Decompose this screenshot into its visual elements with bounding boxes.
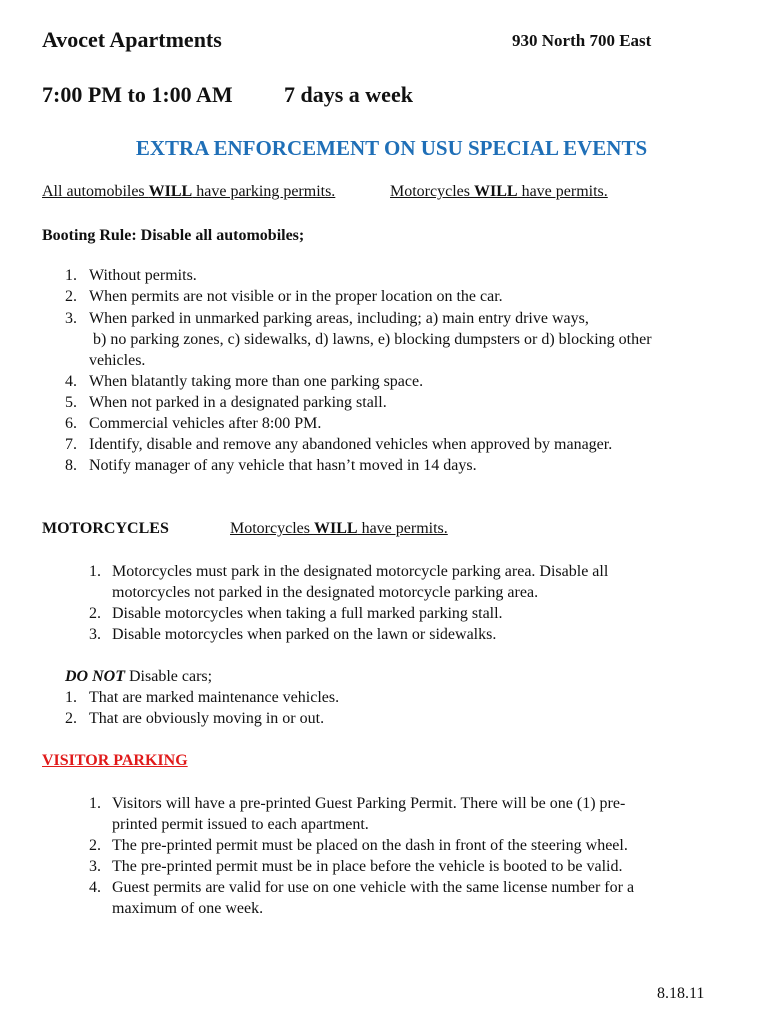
list-item: Guest permits are valid for use on one vehicle with the same license number for a <box>112 879 635 896</box>
motorcycles-permit-note <box>230 520 448 538</box>
moto-rule-will: WILL <box>473 183 518 200</box>
do-not-emphasis: DO NOT <box>65 668 125 685</box>
list-number: 1. <box>65 267 77 284</box>
auto-rule-will: WILL <box>148 183 193 200</box>
list-number: 2. <box>65 288 77 305</box>
list-number: 3. <box>65 310 77 327</box>
list-item: Notify manager of any vehicle that hasn’t moved in 14 days. <box>89 457 477 474</box>
do-not-heading <box>65 668 212 686</box>
list-number: 1. <box>89 563 101 580</box>
list-item: Disable motorcycles when parked on the lawn or sidewalks. <box>112 626 497 643</box>
list-number: 6. <box>65 415 77 432</box>
enforcement-days: 7 days a week <box>284 82 413 107</box>
list-item: Disable motorcycles when taking a full marked parking stall. <box>112 605 503 622</box>
moto-rule-post: have permits. <box>517 183 608 200</box>
list-number: 4. <box>89 879 101 896</box>
list-number: 4. <box>65 373 77 390</box>
list-item: Commercial vehicles after 8:00 PM. <box>89 415 322 432</box>
moto-note-post: have permits. <box>357 520 448 537</box>
list-number: 8. <box>65 457 77 474</box>
property-name: Avocet Apartments <box>42 27 222 52</box>
list-number: 2. <box>89 837 101 854</box>
list-number: 3. <box>89 858 101 875</box>
list-item: Motorcycles must park in the designated motorcycle parking area. Disable all <box>112 563 609 580</box>
auto-rule-post: have parking permits. <box>192 183 336 200</box>
list-item: That are marked maintenance vehicles. <box>89 689 340 706</box>
special-events-banner: EXTRA ENFORCEMENT ON USU SPECIAL EVENTS <box>135 136 648 160</box>
list-item: Identify, disable and remove any abandoned vehicles when approved by manager. <box>89 436 613 453</box>
list-number: 1. <box>89 795 101 812</box>
document-date: 8.18.11 <box>657 985 705 1002</box>
moto-note-will: WILL <box>313 520 358 537</box>
moto-note-pre: Motorcycles <box>230 520 314 537</box>
list-item: When permits are not visible or in the proper location on the car. <box>89 288 503 305</box>
enforcement-hours: 7:00 PM to 1:00 AM <box>42 82 233 107</box>
auto-rule-pre: All automobiles <box>42 183 149 200</box>
list-number: 5. <box>65 394 77 411</box>
booting-rule-heading: Booting Rule: Disable all automobiles; <box>42 227 305 244</box>
list-number: 2. <box>89 605 101 622</box>
list-item: The pre-printed permit must be placed on the dash in front of the steering wheel. <box>112 837 628 854</box>
list-item: When parked in unmarked parking areas, including; a) main entry drive ways, <box>89 310 589 327</box>
do-not-rest: Disable cars; <box>125 668 213 685</box>
list-number: 3. <box>89 626 101 643</box>
automobile-permit-rule <box>42 183 335 201</box>
visitor-parking-heading: VISITOR PARKING <box>42 752 188 769</box>
list-item: When not parked in a designated parking stall. <box>89 394 387 411</box>
list-item: The pre-printed permit must be in place before the vehicle is booted to be valid. <box>112 858 623 875</box>
list-number: 1. <box>65 689 77 706</box>
list-item: Without permits. <box>89 267 197 284</box>
list-item-continued: printed permit issued to each apartment. <box>112 816 369 833</box>
list-item: That are obviously moving in or out. <box>89 710 325 727</box>
motorcycle-permit-rule <box>390 183 608 201</box>
property-address: 930 North 700 East <box>512 31 652 50</box>
list-number: 7. <box>65 436 77 453</box>
list-item-continued: maximum of one week. <box>112 900 264 917</box>
list-item-continued: b) no parking zones, c) sidewalks, d) lawns, e) blocking dumpsters or d) blocking other <box>93 331 652 348</box>
list-number: 2. <box>65 710 77 727</box>
list-item-continued: vehicles. <box>89 352 146 369</box>
motorcycles-heading: MOTORCYCLES <box>42 520 169 537</box>
list-item-continued: motorcycles not parked in the designated motorcycle parking area. <box>112 584 539 601</box>
list-item: When blatantly taking more than one parking space. <box>89 373 424 390</box>
list-item: Visitors will have a pre-printed Guest Parking Permit. There will be one (1) pre- <box>112 795 626 812</box>
moto-rule-pre: Motorcycles <box>390 183 474 200</box>
